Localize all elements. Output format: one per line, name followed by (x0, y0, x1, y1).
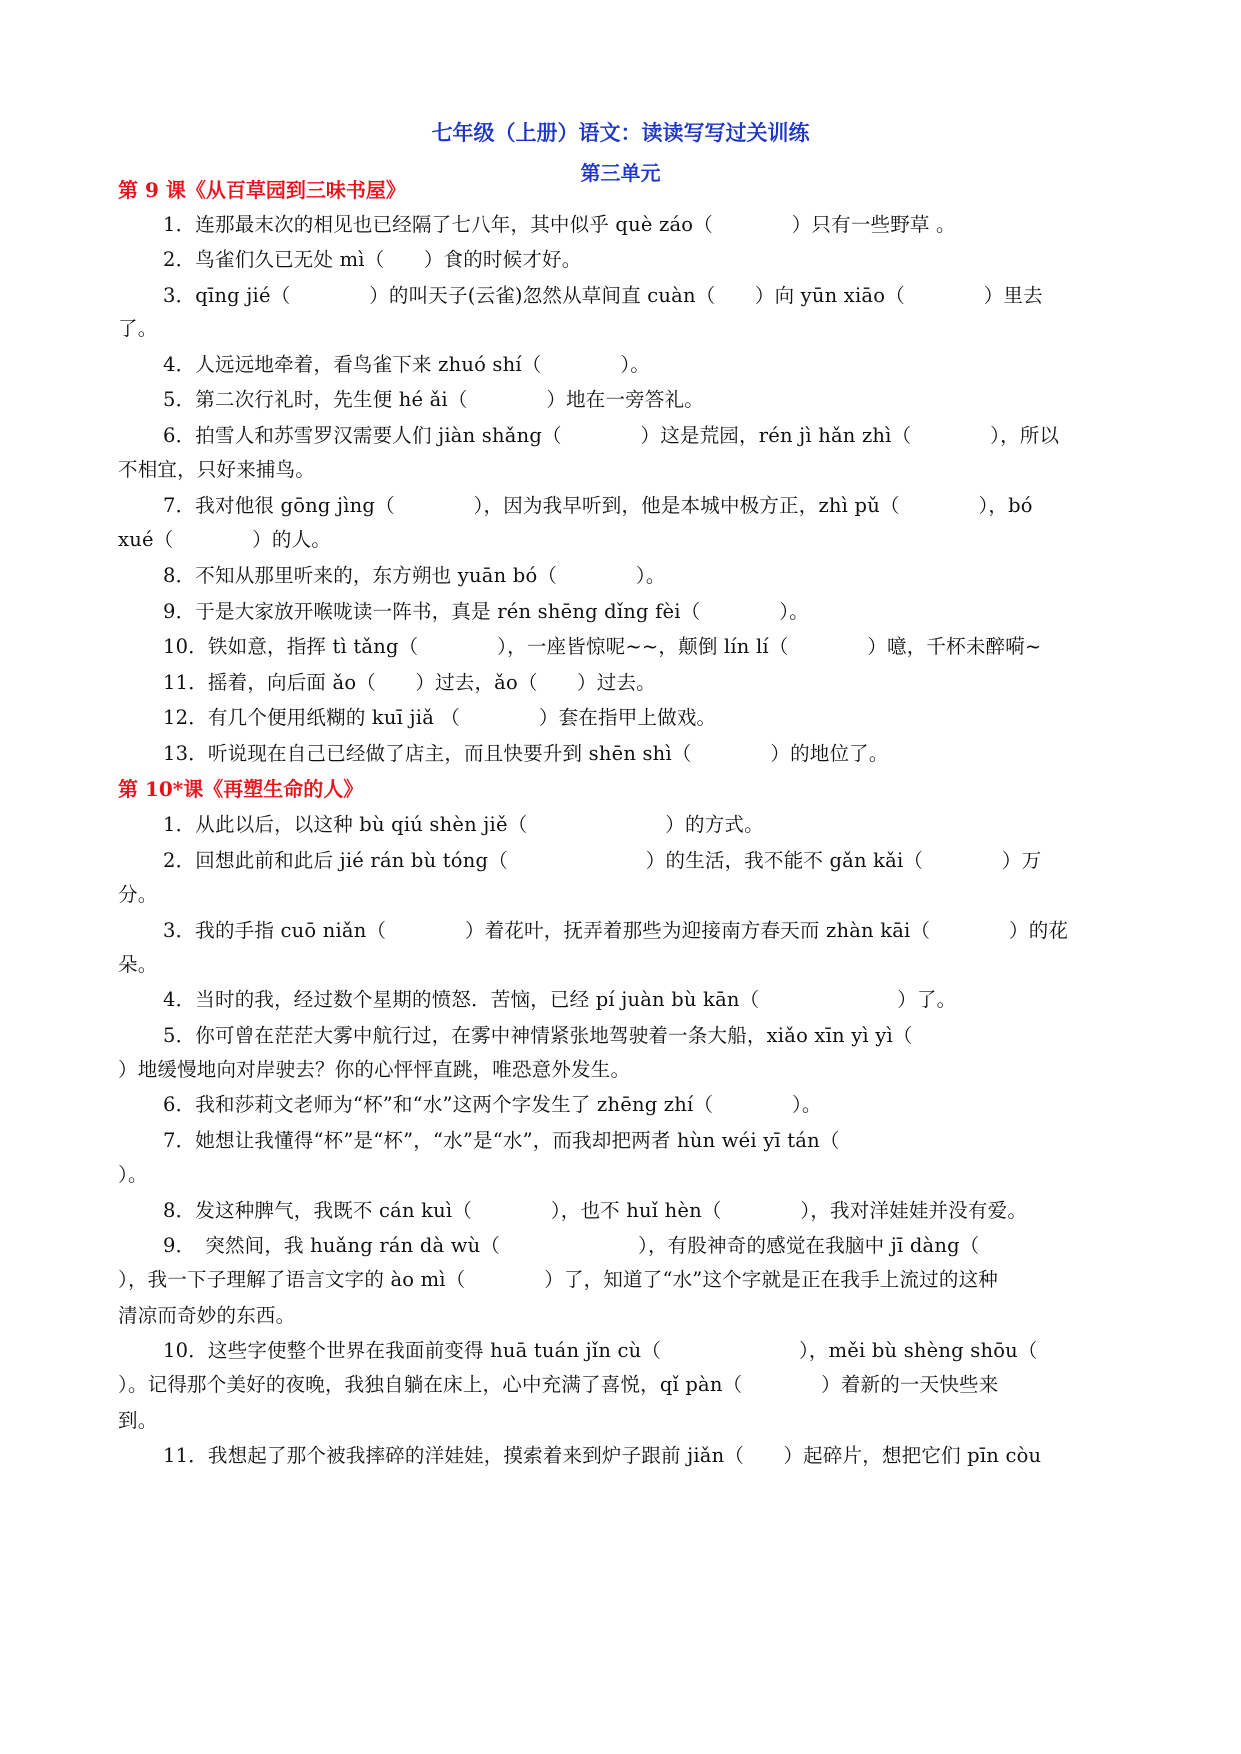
exercise-line: 7．她想让我懂得“杯”是“杯”，“水”是“水”，而我却把两者 hùn wéi yī tán（ (163, 1129, 840, 1152)
exercise-line: 10．铁如意，指挥 tì tǎng（ ），一座皆惊呢~~，颠倒 lín lí（ ）噫，千杯未醉嗬~ (163, 635, 1042, 658)
exercise-line: 11．摇着，向后面 ǎo（ ）过去，ǎo（ ）过去。 (163, 671, 656, 694)
exercise-line: 6．我和莎莉文老师为“杯”和“水”这两个字发生了 zhēng zhí（ ）。 (163, 1093, 822, 1116)
exercise-line: 2．鸟雀们久已无处 mì（ ）食的时候才好。 (163, 248, 582, 271)
exercise-line: 5．你可曾在茫茫大雾中航行过，在雾中神情紧张地驾驶着一条大船，xiǎo xīn yì yì（ (163, 1024, 913, 1047)
lesson-heading: 第 10*课《再塑生命的人》 (118, 777, 364, 801)
exercise-line: 6．拍雪人和苏雪罗汉需要人们 jiàn shǎng（ ）这是荒园，rén jì hǎn zhì（ ），所以 (163, 424, 1060, 447)
exercise-line: 9． 突然间，我 huǎng rán dà wù（ ），有股神奇的感觉在我脑中 jī dàng（ (163, 1234, 980, 1257)
exercise-line: 3．qīng jié（ ）的叫天子(云雀)忽然从草间直 cuàn（ ）向 yūn xiāo（ ）里去 (163, 284, 1043, 307)
exercise-line: 了。 (118, 317, 158, 340)
exercise-line: 13．听说现在自己已经做了店主，而且快要升到 shēn shì（ ）的地位了。 (163, 742, 889, 765)
exercise-line: 12．有几个便用纸糊的 kuī jiǎ （ ）套在指甲上做戏。 (163, 706, 717, 729)
lesson-heading: 第 9 课《从百草园到三味书屋》 (118, 178, 406, 202)
exercise-line: 8．不知从那里听来的，东方朔也 yuān bó（ ）。 (163, 564, 666, 587)
exercise-line: 3．我的手指 cuō niǎn（ ）着花叶，抚弄着那些为迎接南方春天而 zhàn kāi（ ）的花 (163, 919, 1069, 942)
exercise-line: 不相宜，只好来捕鸟。 (118, 458, 316, 481)
exercise-line: 4．当时的我，经过数个星期的愤怒．苦恼，已经 pí juàn bù kān（ ）了。 (163, 988, 957, 1011)
exercise-line: 朵。 (118, 953, 158, 976)
exercise-line: ）。记得那个美好的夜晚，我独自躺在床上，心中充满了喜悦，qǐ pàn（ ）着新的一天快些来 (118, 1373, 999, 1396)
exercise-line: 1．连那最末次的相见也已经隔了七八年，其中似乎 què záo（ ）只有一些野草 。 (163, 213, 956, 236)
exercise-line: 9．于是大家放开喉咙读一阵书，真是 rén shēng dǐng fèi（ ）。 (163, 600, 809, 623)
exercise-line: 清凉而奇妙的东西。 (118, 1304, 296, 1327)
exercise-line: xué（ ）的人。 (118, 528, 331, 551)
exercise-line: 4．人远远地牵着，看鸟雀下来 zhuó shí（ ）。 (163, 353, 650, 376)
exercise-line: ），我一下子理解了语言文字的 ào mì（ ）了，知道了“水”这个字就是正在我手上流过的这种 (118, 1268, 998, 1291)
exercise-line: 11．我想起了那个被我摔碎的洋娃娃，摸索着来到炉子跟前 jiǎn（ ）起碎片，想把它们 pīn còu (163, 1444, 1042, 1467)
exercise-line: 8．发这种脾气，我既不 cán kuì（ ），也不 huǐ hèn（ ），我对洋娃娃并没有爱。 (163, 1199, 1028, 1222)
exercise-line: 7．我对他很 gōng jìng（ ），因为我早听到，他是本城中极方正，zhì pǔ（ ），bó (163, 494, 1033, 517)
exercise-line: 1．从此以后，以这种 bù qiú shèn jiě（ ）的方式。 (163, 813, 764, 836)
exercise-line: 5．第二次行礼时，先生便 hé ǎi（ ）地在一旁答礼。 (163, 388, 704, 411)
exercise-line: 到。 (118, 1409, 158, 1432)
unit-subtitle: 第三单元 (580, 161, 661, 185)
page-title: 七年级（上册）语文：读读写写过关训练 (431, 120, 810, 145)
exercise-line: ）地缓慢地向对岸驶去？你的心怦怦直跳，唯恐意外发生。 (118, 1058, 631, 1081)
exercise-line: 分。 (118, 883, 158, 906)
exercise-line: 2．回想此前和此后 jié rán bù tóng（ ）的生活，我不能不 gǎn kǎi（ ）万 (163, 849, 1042, 872)
exercise-line: ）。 (118, 1163, 148, 1186)
exercise-line: 10．这些字使整个世界在我面前变得 huā tuán jǐn cù（ ），měi bù shèng shōu（ (163, 1339, 1038, 1362)
